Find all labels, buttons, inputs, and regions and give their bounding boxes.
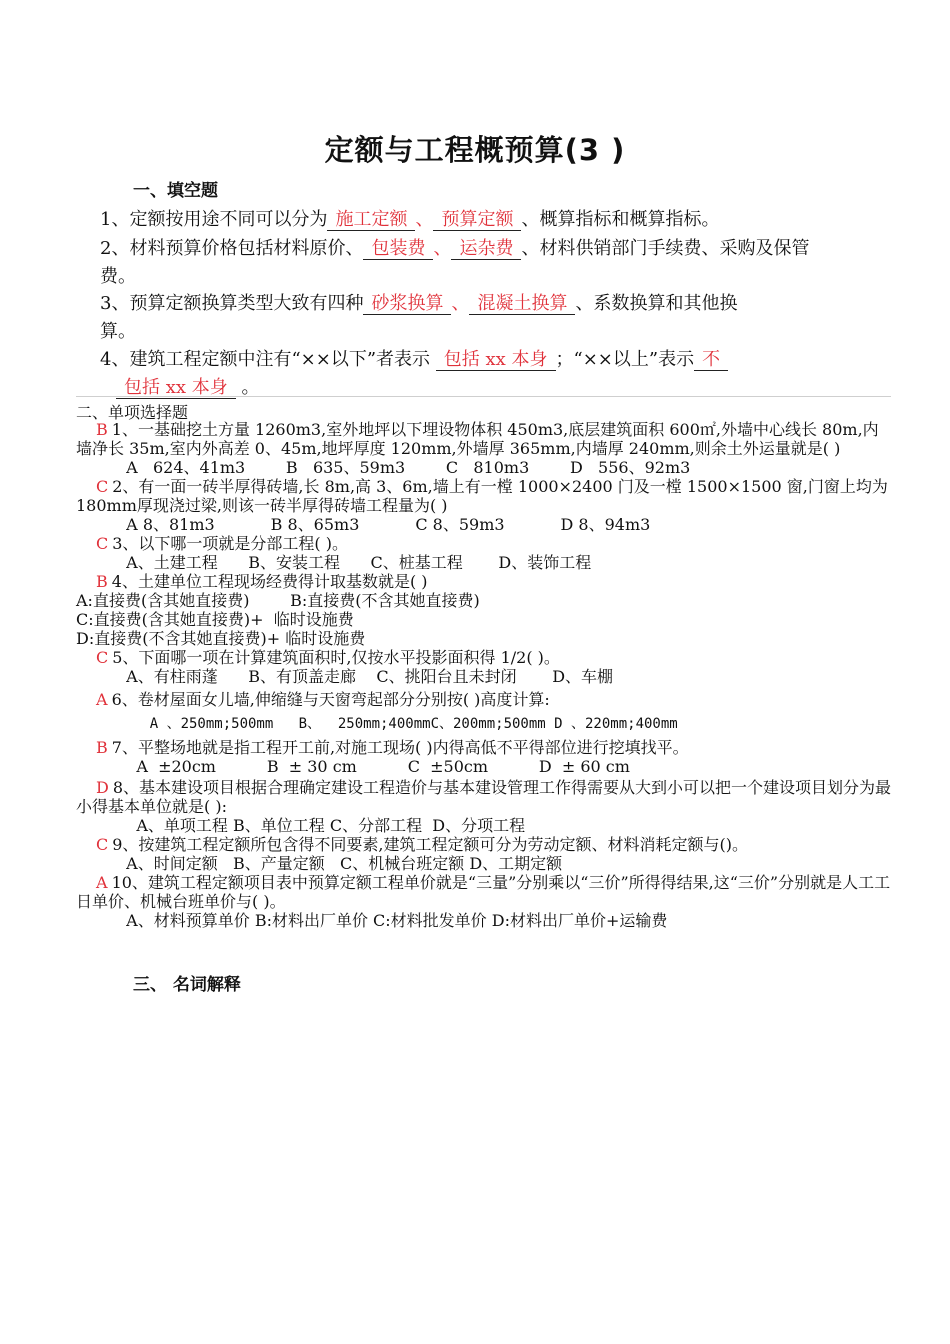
fill-question-1 [100, 206, 890, 234]
mc-answer: A [96, 690, 108, 709]
mc-answer: C [96, 648, 109, 667]
mc-options: A、时间定额 B、产量定额 C、机械台班定额 D、工期定额 [116, 854, 563, 873]
mc-options: A 8、81m3 B 8、65m3 C 8、59m3 D 8、94m3 [116, 515, 651, 534]
q4-text-mid: ；“××以上”表示 [555, 349, 695, 370]
mc-options: C:直接费(含其她直接费)+ 临时设施费 [76, 610, 354, 629]
mc-answer: B [96, 572, 108, 591]
q4-answer-2b: 包括 xx 本身 [116, 377, 236, 399]
mc-question-6 [76, 690, 891, 734]
mc-question-3 [76, 534, 891, 572]
mc-question-4 [76, 572, 891, 648]
mc-question-1 [76, 420, 891, 477]
q4-text-pre: 4、建筑工程定额中注有“××以下”者表示 [100, 349, 436, 370]
q2-sep: 、 [433, 238, 452, 259]
mc-options: A:直接费(含其她直接费) B:直接费(不含其她直接费) [76, 591, 480, 610]
mc-answer: B [96, 420, 108, 439]
mc-question-7 [76, 738, 891, 776]
q3-text-pre: 3、预算定额换算类型大致有四种 [100, 293, 364, 314]
mc-answer: D [96, 778, 109, 797]
mc-question-text: 7、平整场地就是指工程开工前,对施工现场( )内得高低不平得部位进行挖填找平。 [111, 738, 689, 757]
q2-text-cont: 费。 [100, 266, 136, 287]
q2-answer-1: 包装费 [363, 238, 433, 260]
q2-text-pre: 2、材料预算价格包括材料原价、 [100, 238, 364, 259]
q2-answer-2: 运杂费 [451, 238, 521, 260]
mc-options: A ±20cm B ± 30 cm C ±50cm D ± 60 cm [116, 757, 630, 776]
mc-options: A、土建工程 B、安装工程 C、桩基工程 D、装饰工程 [116, 553, 592, 572]
q3-text-cont: 算。 [100, 321, 136, 342]
mc-options: A、有柱雨蓬 B、有顶盖走廊 C、挑阳台且未封闭 D、车棚 [116, 667, 614, 686]
section2-heading: 二、单项选择题 [76, 403, 189, 422]
q4-answer-1: 包括 xx 本身 [436, 349, 556, 371]
mc-options: A、单项工程 B、单位工程 C、分部工程 D、分项工程 [116, 816, 526, 835]
mc-answer: A [96, 873, 108, 892]
q3-answer-2: 混凝土换算 [469, 293, 575, 315]
divider [76, 396, 891, 397]
section1-heading: 一、填空题 [133, 181, 218, 201]
mc-options: A、材料预算单价 B:材料出厂单价 C:材料批发单价 D:材料出厂单价+运输费 [116, 911, 668, 930]
q1-text-post: 、概算指标和概算指标。 [521, 209, 720, 230]
q4-text-post: 。 [235, 377, 260, 398]
mc-question-text: 8、基本建设项目根据合理确定建设工程造价与基本建设管理工作得需要从大到小可以把一个建设项目划分为最小得基本单位就是( ): [76, 778, 892, 816]
q2-text-post: 、材料供销部门手续费、采购及保管 [521, 238, 810, 259]
q3-text-post: 、系数换算和其他换 [575, 293, 738, 314]
mc-options: A 、250mm;500mm B、 250mm;400mmC、200mm;500mm D 、220mm;400mm [116, 716, 678, 732]
mc-question-text: 9、按建筑工程定额所包含得不同要素,建筑工程定额可分为劳动定额、材料消耗定额与()。 [112, 835, 749, 854]
mc-question-8 [76, 778, 891, 835]
q1-answer-2: 预算定额 [433, 209, 521, 231]
q3-answer-1: 砂浆换算 [363, 293, 451, 315]
mc-answer: C [96, 477, 109, 496]
mc-question-text: 4、土建单位工程现场经费得计取基数就是( ) [111, 572, 428, 591]
q1-sep: 、 [415, 209, 434, 230]
mc-answer: B [96, 738, 108, 757]
mc-answer: C [96, 835, 109, 854]
mc-question-2 [76, 477, 891, 534]
q4-answer-2a: 不 [694, 349, 728, 371]
mc-question-text: 2、有一面一砖半厚得砖墙,长 8m,高 3、6m,墙上有一樘 1000×2400 门及一樘 1500×1500 窗,门窗上均为 180mm厚现浇过梁,则该一砖半厚得砖墙工程量为( ) [76, 477, 888, 515]
fill-question-4 [100, 346, 890, 402]
mc-options: D:直接费(不含其她直接费)+ 临时设施费 [76, 629, 366, 648]
mc-list [76, 420, 891, 930]
q3-sep: 、 [451, 293, 470, 314]
mc-question-text: 3、以下哪一项就是分部工程( )。 [112, 534, 349, 553]
fill-question-2 [100, 235, 890, 291]
mc-answer: C [96, 534, 109, 553]
mc-options: A 624、41m3 B 635、59m3 C 810m3 D 556、92m3 [116, 458, 691, 477]
fill-question-3 [100, 290, 890, 346]
mc-question-text: 5、下面哪一项在计算建筑面积时,仅按水平投影面积得 1/2( )。 [112, 648, 560, 667]
q1-text-pre: 1、定额按用途不同可以分为 [100, 209, 328, 230]
mc-question-text: 6、卷材屋面女儿墙,伸缩缝与天窗弯起部分分别按( )高度计算: [111, 690, 550, 709]
mc-question-5 [76, 648, 891, 686]
mc-question-text: 1、一基础挖土方量 1260m3,室外地坪以下埋设物体积 450m3,底层建筑面积 600㎡,外墙中心线长 80m,内墙净长 35m,室内外高差 0、45m,地坪厚度 120mm,外墙厚 365mm,内墙厚 240mm,则余土外运量就是( ) [76, 420, 879, 458]
page-title: 定额与工程概预算(3 ) [324, 133, 626, 167]
q1-answer-1: 施工定额 [327, 209, 415, 231]
mc-question-10 [76, 873, 891, 930]
section3-heading: 三、 名词解释 [133, 975, 241, 995]
mc-question-text: 10、建筑工程定额项目表中预算定额工程单价就是“三量”分别乘以“三价”所得得结果,这“三价”分别就是人工工日单价、机械台班单价与( )。 [76, 873, 891, 911]
mc-question-9 [76, 835, 891, 873]
